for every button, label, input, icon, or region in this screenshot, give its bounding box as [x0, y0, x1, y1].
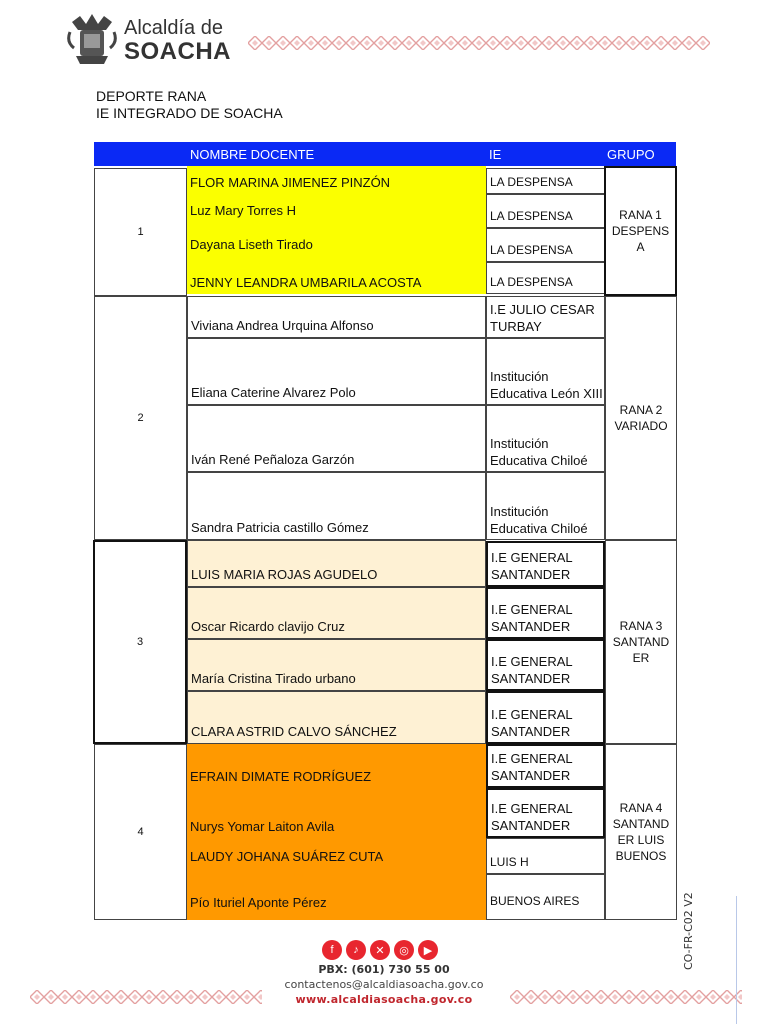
table-row: JENNY LEANDRA UMBARILA ACOSTA — [187, 256, 486, 294]
group-number-cell: 4 — [94, 744, 187, 920]
table-row: María Cristina Tirado urbano — [187, 639, 486, 691]
ie-cell: I.E GENERAL SANTANDER — [486, 639, 605, 691]
ie-cell: BUENOS AIRES — [486, 874, 605, 920]
title-line1: DEPORTE RANA — [96, 88, 207, 104]
table-row: Luz Mary Torres H — [187, 194, 486, 222]
group-number-cell: 2 — [94, 296, 187, 540]
ie-cell: LA DESPENSA — [486, 194, 606, 228]
x-icon[interactable]: ✕ — [370, 940, 390, 960]
header-grupo: GRUPO — [604, 142, 676, 166]
table-row: LAUDY JOHANA SUÁREZ CUTA — [187, 838, 486, 868]
ie-cell: I.E GENERAL SANTANDER — [486, 744, 605, 788]
ie-cell: Institución Educativa Chiloé — [486, 472, 605, 540]
table-row: Nurys Yomar Laiton Avila — [187, 788, 486, 838]
footer-pbx: PBX: (601) 730 55 00 — [318, 963, 450, 976]
footer-email[interactable]: contactenos@alcaldiasoacha.gov.co — [284, 978, 484, 991]
ie-cell: LA DESPENSA — [486, 262, 606, 294]
grupo-cell: RANA 1 DESPENS A — [604, 166, 677, 296]
table-row: EFRAIN DIMATE RODRÍGUEZ — [187, 744, 486, 788]
youtube-icon[interactable]: ▶ — [418, 940, 438, 960]
table-row: CLARA ASTRID CALVO SÁNCHEZ — [187, 691, 486, 744]
table-row: Pío Ituriel Aponte Pérez — [187, 868, 486, 920]
ie-cell: LA DESPENSA — [486, 228, 606, 262]
table-row: Oscar Ricardo clavijo Cruz — [187, 587, 486, 639]
group-number-cell: 1 — [94, 168, 187, 296]
table-row: Viviana Andrea Urquina Alfonso — [187, 296, 486, 338]
tiktok-icon[interactable]: ♪ — [346, 940, 366, 960]
group-number-cell: 3 — [93, 540, 187, 744]
ie-cell: I.E GENERAL SANTANDER — [486, 788, 605, 838]
ie-cell: I.E GENERAL SANTANDER — [486, 691, 605, 744]
table-row: FLOR MARINA JIMENEZ PINZÓN — [187, 166, 486, 194]
header-blank-cell — [94, 142, 187, 166]
ie-cell: Institución Educativa Chiloé — [486, 405, 605, 472]
footer-website[interactable]: www.alcaldiasoacha.gov.co — [295, 993, 473, 1006]
header-nombre-docente: NOMBRE DOCENTE — [187, 142, 486, 166]
grupo-cell: RANA 4 SANTAND ER LUIS BUENOS — [605, 744, 677, 920]
logo-line2: SOACHA — [124, 38, 232, 65]
table-row: Dayana Liseth Tirado — [187, 222, 486, 256]
ie-cell: I.E GENERAL SANTANDER — [486, 587, 605, 639]
table-row: Eliana Caterine Alvarez Polo — [187, 338, 486, 405]
decorative-pattern-bottom-left — [30, 990, 262, 1004]
document-code: CO-FR-C02 V2 — [682, 892, 695, 970]
logo-line1: Alcaldía de — [124, 17, 223, 39]
ie-cell: LA DESPENSA — [486, 168, 606, 194]
page-footer — [0, 930, 768, 1024]
grupo-cell: RANA 3 SANTAND ER — [605, 540, 677, 744]
grupo-cell: RANA 2 VARIADO — [605, 296, 677, 540]
ie-cell: LUIS H — [486, 838, 605, 874]
social-icons — [322, 940, 438, 960]
table-row: LUIS MARIA ROJAS AGUDELO — [187, 540, 486, 587]
header-ie: IE — [486, 142, 604, 166]
margin-line — [736, 896, 737, 1024]
table-row: Sandra Patricia castillo Gómez — [187, 472, 486, 540]
title-line2: IE INTEGRADO DE SOACHA — [96, 105, 283, 121]
facebook-icon[interactable]: f — [322, 940, 342, 960]
instagram-icon[interactable]: ◎ — [394, 940, 414, 960]
table-row: Iván René Peñaloza Garzón — [187, 405, 486, 472]
ie-cell: I.E GENERAL SANTANDER — [486, 541, 605, 587]
decorative-pattern-bottom-right — [510, 990, 742, 1004]
ie-cell: I.E JULIO CESAR TURBAY — [486, 296, 605, 338]
ie-cell: Institución Educativa León XIII — [486, 338, 605, 405]
